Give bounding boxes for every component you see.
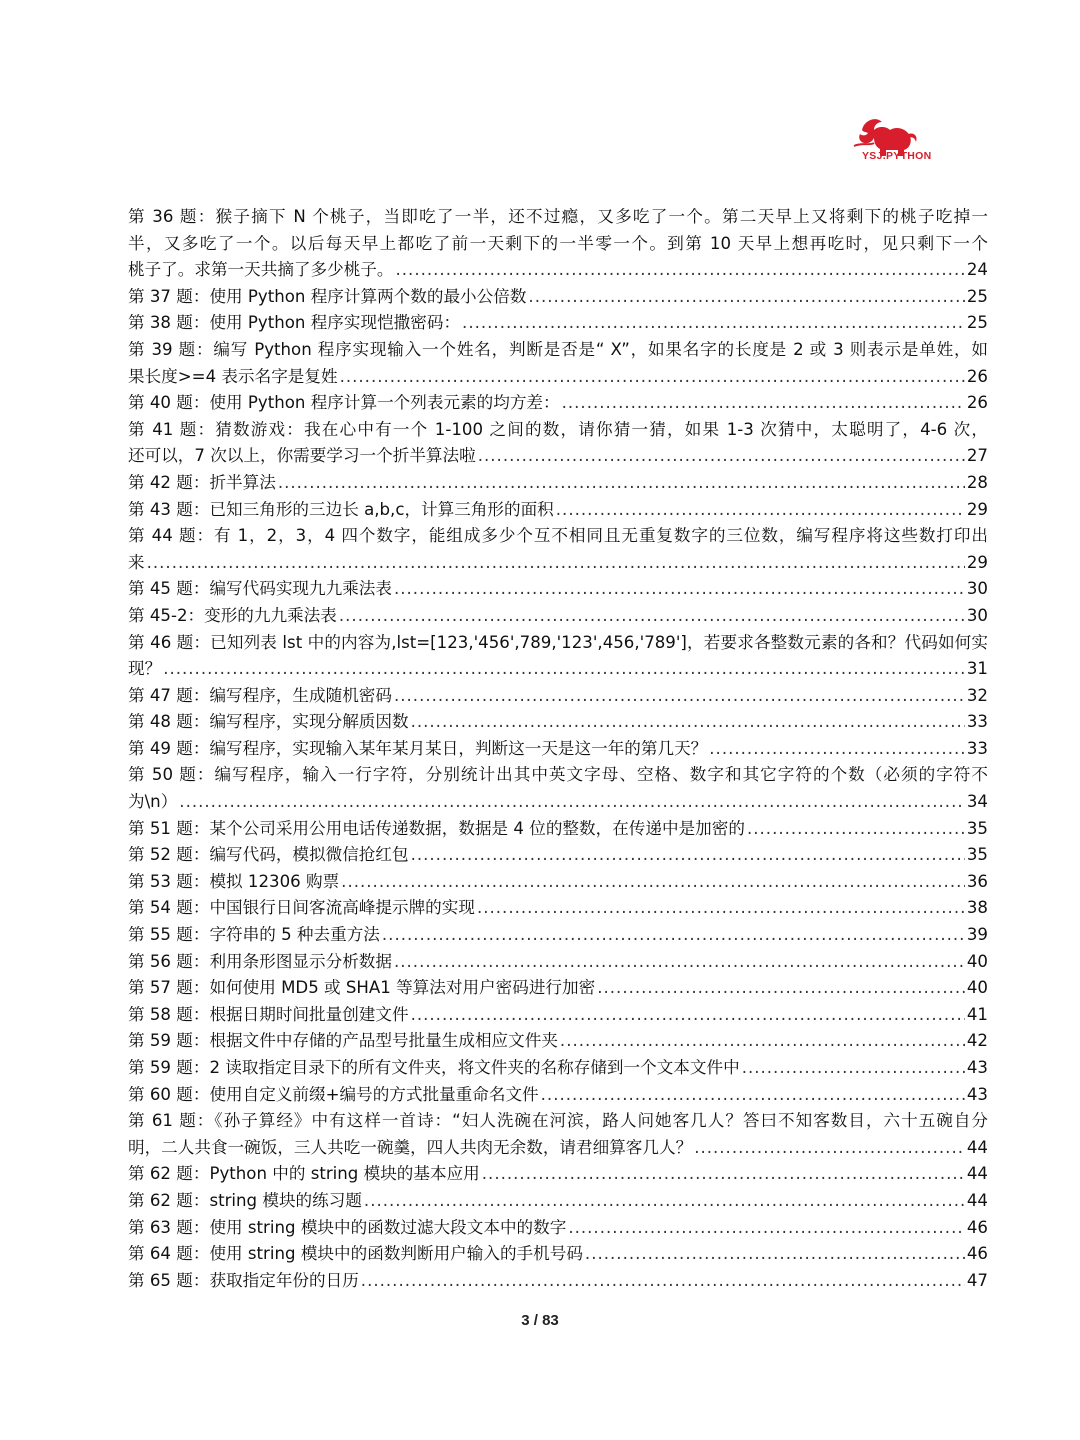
- toc-entry[interactable]: [128, 1268, 988, 1295]
- toc-page-number: 30: [966, 605, 988, 625]
- toc-entry-text: 还可以，7 次以上，你需要学习一个折半算法啦: [128, 446, 476, 466]
- toc-entry-text: 第 62 题：Python 中的 string 模块的基本应用: [128, 1164, 480, 1184]
- toc-entry-line: [128, 816, 988, 843]
- toc-page-number: 29: [966, 499, 988, 519]
- toc-entry[interactable]: [128, 1241, 988, 1268]
- toc-dot-leader: [340, 364, 965, 391]
- toc-entry-line: [128, 949, 988, 976]
- toc-page-number: 44: [966, 1164, 988, 1184]
- toc-page-number: 32: [966, 685, 988, 705]
- toc-entry-text: 第 43 题：已知三角形的三边长 a,b,c，计算三角形的面积: [128, 499, 554, 519]
- toc-page-number: 36: [966, 871, 988, 891]
- toc-page-number: 43: [966, 1084, 988, 1104]
- toc-entry-text: 第 54 题：中国银行日间客流高峰提示牌的实现: [128, 898, 475, 918]
- toc-entry[interactable]: [128, 1082, 988, 1109]
- toc-page-number: 40: [966, 951, 988, 971]
- toc-entry-text: 第 40 题：使用 Python 程序计算一个列表元素的均方差：: [128, 393, 560, 413]
- toc-page-number: 46: [966, 1244, 988, 1264]
- toc-entry[interactable]: [128, 1028, 988, 1055]
- toc-entry-line: [128, 284, 988, 311]
- logo-text: YSJ.PYTHON: [862, 150, 932, 162]
- toc-page-number: 25: [966, 313, 988, 333]
- toc-entry[interactable]: [128, 603, 988, 630]
- toc-entry[interactable]: [128, 683, 988, 710]
- toc-dot-leader: [179, 789, 965, 816]
- toc-entry[interactable]: [128, 390, 988, 417]
- toc-dot-leader: [361, 1268, 965, 1295]
- toc-dot-leader: [462, 310, 965, 337]
- toc-entry[interactable]: [128, 1002, 988, 1029]
- toc-dot-leader: [394, 683, 965, 710]
- toc-entry-line: [128, 709, 988, 736]
- toc-entry-line: [128, 603, 988, 630]
- toc-entry-text: 第 64 题：使用 string 模块中的函数判断用户输入的手机号码: [128, 1244, 583, 1264]
- toc-entry-line: [128, 257, 988, 284]
- toc-entry-text: 第 58 题：根据日期时间批量创建文件: [128, 1004, 409, 1024]
- toc-entry-text: 半，又多吃了一个。以后每天早上都吃了前一天剩下的一半零一个。到第 10 天早上想再吃时，见只剩下一个: [128, 233, 988, 253]
- toc-entry-text: 第 37 题：使用 Python 程序计算两个数的最小公倍数: [128, 286, 527, 306]
- toc-entry-line: [128, 497, 988, 524]
- toc-entry-text: 第 46 题：已知列表 lst 中的内容为,lst=[123,'456',789,'123',456,'789']，若要求各整数元素的各和？代码如何实: [128, 632, 988, 652]
- toc-entry[interactable]: [128, 895, 988, 922]
- toc-page-number: 33: [966, 712, 988, 732]
- toc-entry[interactable]: [128, 1055, 988, 1082]
- toc-dot-leader: [411, 709, 965, 736]
- toc-dot-leader: [394, 949, 965, 976]
- toc-entry-line: [128, 656, 988, 683]
- toc-entry-line: [128, 842, 988, 869]
- toc-entry[interactable]: [128, 975, 988, 1002]
- toc-dot-leader: [411, 1002, 965, 1029]
- toc-entry-text: 第 45-2：变形的九九乘法表: [128, 605, 337, 625]
- toc-entry[interactable]: [128, 709, 988, 736]
- toc-page-number: 34: [966, 792, 988, 812]
- toc-entry-text: 第 41 题：猜数游戏：我在心中有一个 1-100 之间的数，请你猜一猜，如果 1-3 次猜中，太聪明了，4-6 次，: [128, 419, 988, 439]
- toc-page-number: 44: [966, 1137, 988, 1157]
- toc-page-number: 29: [966, 552, 988, 572]
- toc-dot-leader: [477, 895, 965, 922]
- toc-entry-text: 桃子了。求第一天共摘了多少桃子。: [128, 260, 394, 280]
- toc-dot-leader: [528, 284, 964, 311]
- toc-page-number: 27: [966, 446, 988, 466]
- toc-page-number: 24: [966, 260, 988, 280]
- toc-entry[interactable]: [128, 310, 988, 337]
- toc-dot-leader: [742, 1055, 965, 1082]
- toc-dot-leader: [396, 257, 965, 284]
- toc-entry-text: 第 61 题：《孙子算经》中有这样一首诗：“妇人洗碗在河滨，路人问她客几人？答曰不知客数目，六十五碗自分: [128, 1111, 988, 1131]
- toc-entry-line: [128, 975, 988, 1002]
- toc-page-number: 31: [966, 659, 988, 679]
- toc-entry-text: 第 59 题：2 读取指定目录下的所有文件夹，将文件夹的名称存储到一个文本文件中: [128, 1058, 740, 1077]
- toc-entry-line: [128, 895, 988, 922]
- toc-entry-text: 第 55 题：字符串的 5 种去重方法: [128, 925, 380, 945]
- toc-entry[interactable]: [128, 470, 988, 497]
- toc-page-number: 33: [966, 738, 988, 758]
- toc-page-number: 30: [966, 579, 988, 599]
- toc-dot-leader: [163, 656, 965, 683]
- toc-entry-line: [128, 1055, 988, 1082]
- toc-dot-leader: [694, 1135, 965, 1162]
- toc-entry-line: [128, 922, 988, 949]
- toc-entry-text: 第 53 题：模拟 12306 购票: [128, 871, 340, 891]
- toc-entry-text: 第 47 题：编写程序，生成随机密码: [128, 685, 392, 705]
- toc-entry-line: [128, 736, 988, 763]
- toc-entry-text: 第 65 题：获取指定年份的日历: [128, 1270, 359, 1290]
- toc-entry-text: 第 48 题：编写程序，实现分解质因数: [128, 712, 409, 732]
- toc-entry[interactable]: [128, 497, 988, 524]
- toc-entry[interactable]: [128, 1215, 988, 1242]
- toc-dot-leader: [339, 603, 965, 630]
- toc-entry-text: 第 42 题：折半算法: [128, 472, 276, 492]
- toc-entry-text: 第 36 题：猴子摘下 N 个桃子，当即吃了一半，还不过瘾，又多吃了一个。第二天早上又将剩下的桃子吃掉一: [128, 207, 988, 226]
- toc-page-number: 46: [966, 1217, 988, 1237]
- toc-entry-line: [128, 1135, 988, 1162]
- toc-entry-text: 第 49 题：编写程序，实现输入某年某月某日，判断这一天是这一年的第几天？: [128, 738, 708, 758]
- toc-entry-line: [128, 1215, 988, 1242]
- toc-dot-leader: [747, 816, 965, 843]
- toc-dot-leader: [585, 1241, 965, 1268]
- toc-entry-line: [128, 869, 988, 896]
- toc-page-number: 39: [966, 925, 988, 945]
- toc-entry[interactable]: [128, 869, 988, 896]
- toc-entry-line: [128, 1002, 988, 1029]
- toc-entry-line: [128, 310, 988, 337]
- toc-page-number: 35: [966, 845, 988, 865]
- toc-entry[interactable]: [128, 762, 988, 815]
- toc-entry[interactable]: [128, 949, 988, 976]
- toc-entry-text: 果长度>=4 表示名字是复姓: [128, 366, 338, 386]
- toc-entry[interactable]: [128, 816, 988, 843]
- toc-entry-line: [128, 550, 988, 577]
- toc-dot-leader: [382, 922, 965, 949]
- toc-page-number: 28: [966, 472, 988, 492]
- toc-page-number: 41: [966, 1004, 988, 1024]
- toc-dot-leader: [482, 1161, 965, 1188]
- table-of-contents: [128, 204, 988, 1294]
- toc-page-number: 47: [966, 1270, 988, 1290]
- toc-entry-text: 第 60 题：使用自定义前缀+编号的方式批量重命名文件: [128, 1084, 539, 1104]
- toc-page-number: 42: [966, 1031, 988, 1051]
- toc-entry-text: 第 52 题：编写代码，模拟微信抢红包: [128, 845, 409, 865]
- toc-dot-leader: [568, 1215, 965, 1242]
- toc-entry-text: 为\n）: [128, 792, 178, 812]
- toc-dot-leader: [556, 497, 965, 524]
- toc-entry[interactable]: [128, 1108, 988, 1161]
- toc-page-number: 43: [966, 1058, 988, 1077]
- toc-entry-line: [128, 443, 988, 470]
- toc-entry[interactable]: [128, 922, 988, 949]
- toc-dot-leader: [560, 1028, 965, 1055]
- toc-entry-text: 现？: [128, 659, 162, 679]
- toc-entry[interactable]: [128, 576, 988, 603]
- toc-page-number: 25: [966, 286, 988, 306]
- toc-entry-line: [128, 576, 988, 603]
- toc-entry-line: [128, 390, 988, 417]
- toc-entry-text: 第 62 题：string 模块的练习题: [128, 1190, 362, 1210]
- toc-dot-leader: [147, 550, 965, 577]
- toc-entry-line: [128, 1161, 988, 1188]
- toc-dot-leader: [394, 576, 965, 603]
- toc-entry-text: 第 63 题：使用 string 模块中的函数过滤大段文本中的数字: [128, 1217, 567, 1237]
- toc-entry[interactable]: [128, 842, 988, 869]
- toc-page-number: 44: [966, 1190, 988, 1210]
- toc-page-number: 38: [966, 898, 988, 918]
- toc-entry-text: 第 57 题：如何使用 MD5 或 SHA1 等算法对用户密码进行加密: [128, 978, 596, 998]
- toc-entry-line: [128, 364, 988, 391]
- toc-dot-leader: [341, 869, 965, 896]
- toc-entry-text: 第 51 题：某个公司采用公用电话传递数据，数据是 4 位的整数，在传递中是加密的: [128, 818, 745, 838]
- page-indicator: 3 / 83: [521, 1312, 559, 1329]
- toc-dot-leader: [709, 736, 965, 763]
- toc-page-number: 26: [966, 366, 988, 386]
- toc-entry[interactable]: [128, 1188, 988, 1215]
- toc-entry-text: 第 38 题：使用 Python 程序实现恺撒密码：: [128, 313, 461, 333]
- toc-entry[interactable]: [128, 736, 988, 763]
- toc-entry-line: [128, 683, 988, 710]
- toc-entry-text: 第 56 题：利用条形图显示分析数据: [128, 951, 392, 971]
- toc-entry-text: 来: [128, 552, 145, 572]
- toc-entry-text: 第 39 题：编写 Python 程序实现输入一个姓名，判断是否是“ X”，如果名字的长度是 2 或 3 则表示是单姓，如: [128, 339, 988, 359]
- toc-entry[interactable]: [128, 204, 988, 284]
- toc-page-number: 26: [966, 393, 988, 413]
- toc-entry[interactable]: [128, 337, 988, 390]
- toc-entry-text: 第 59 题：根据文件中存储的产品型号批量生成相应文件夹: [128, 1031, 558, 1051]
- toc-entry-line: [128, 1241, 988, 1268]
- toc-entry-text: 第 45 题：编写代码实现九九乘法表: [128, 579, 392, 599]
- toc-dot-leader: [597, 975, 965, 1002]
- toc-entry[interactable]: [128, 523, 988, 576]
- toc-entry-text: 明，二人共食一碗饭，三人共吃一碗羹，四人共肉无余数，请君细算客几人？: [128, 1137, 693, 1157]
- toc-dot-leader: [541, 1082, 965, 1109]
- toc-dot-leader: [411, 842, 965, 869]
- toc-entry[interactable]: [128, 630, 988, 683]
- toc-dot-leader: [562, 390, 965, 417]
- toc-entry[interactable]: [128, 417, 988, 470]
- toc-dot-leader: [364, 1188, 965, 1215]
- toc-entry-text: 第 50 题：编写程序，输入一行字符，分别统计出其中英文字母、空格、数字和其它字符的个数（必须的字符不: [128, 765, 988, 785]
- toc-entry-line: [128, 1028, 988, 1055]
- toc-entry[interactable]: [128, 1161, 988, 1188]
- toc-entry-line: [128, 1268, 988, 1295]
- toc-entry-line: [128, 470, 988, 497]
- toc-entry-line: [128, 1082, 988, 1109]
- toc-entry-text: 第 44 题：有 1，2，3，4 四个数字，能组成多少个互不相同且无重复数字的三位数，编写程序将这些数打印出: [128, 526, 988, 546]
- toc-entry-line: [128, 1188, 988, 1215]
- toc-dot-leader: [478, 443, 965, 470]
- toc-dot-leader: [278, 470, 965, 497]
- toc-entry-line: [128, 789, 988, 816]
- toc-page-number: 40: [966, 978, 988, 998]
- toc-entry[interactable]: [128, 284, 988, 311]
- toc-page-number: 35: [966, 818, 988, 838]
